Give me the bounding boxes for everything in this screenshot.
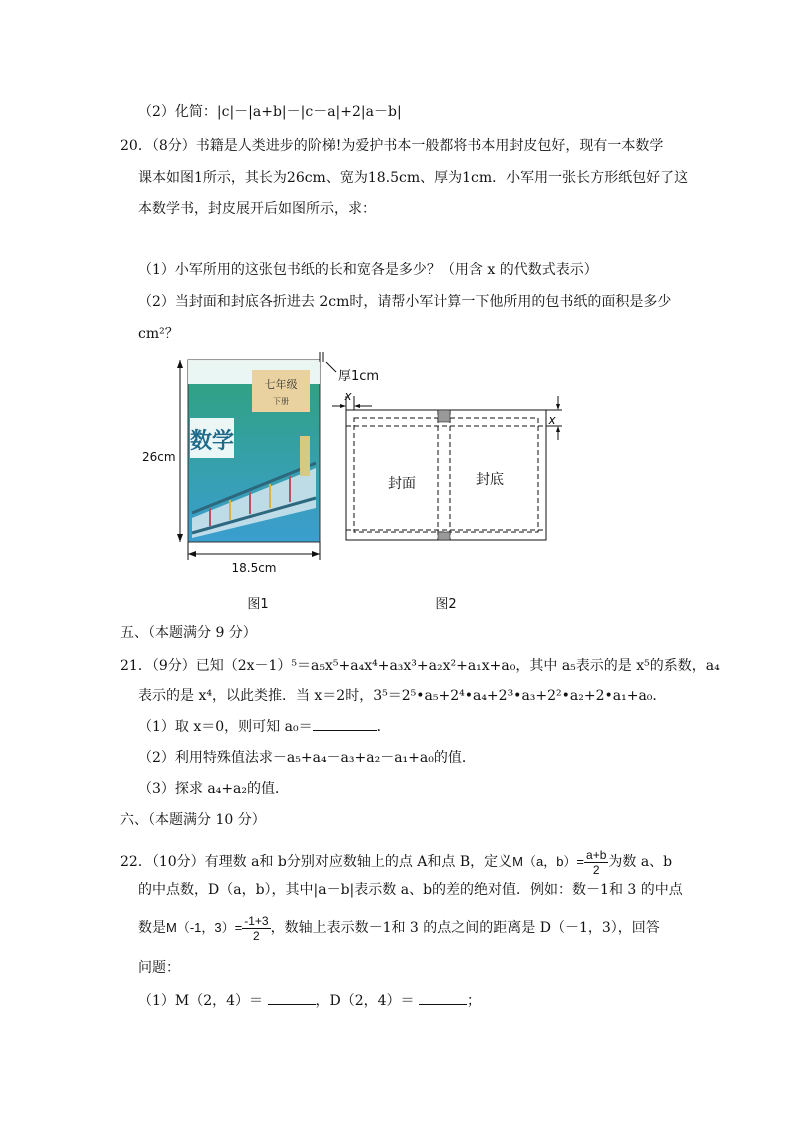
q20-line1: 20．（8分）书籍是人类进步的阶梯!为爱护书本一般都将书本用封皮包好，现有一本数学 [120, 138, 664, 154]
x-label-left: x [344, 389, 352, 403]
front-cover-label: 封面 [388, 476, 416, 492]
q22-line3-start: 数是 [138, 920, 166, 936]
q22-part1 [138, 990, 481, 1011]
spine-cut-top [438, 410, 450, 422]
thickness-label: 厚1cm [338, 369, 380, 384]
height-label: 26cm [142, 450, 176, 464]
q22-line3 [138, 910, 660, 946]
q21-part1 [138, 716, 391, 737]
q20-part2a: （2）当封面和封底各折进去 2cm时，请帮小军计算一下他所用的包书纸的面积是多少 [138, 294, 672, 310]
q22-line1 [120, 844, 672, 880]
spine-cut-bottom [438, 532, 450, 540]
q22-line1-end: 为数 a、b [608, 854, 673, 870]
width-label: 18.5cm [231, 561, 277, 575]
q20-part1: （1）小军所用的这张包书纸的长和宽各是多少？（用含 x 的代数式表示） [138, 262, 598, 278]
section-5-heading: 五、（本题满分 9 分） [120, 625, 257, 641]
q20-line2: 课本如图1所示，其长为26cm、宽为18.5cm、厚为1cm．小军用一张长方形纸包好了这 [138, 170, 689, 186]
q22-line4: 问题： [138, 960, 180, 976]
q22-m-definition: M（a，b）= [512, 854, 585, 869]
volume-label: 下册 [273, 397, 289, 406]
q20-line3: 本数学书，封皮展开后如图所示，求： [138, 201, 376, 217]
q21-line1: 21．（9分）已知（2x－1）⁵＝a₅x⁵+a₄x⁴+a₃x³+a₂x²+a₁x+a₀，其中 a₅表示的是 x⁵的系数，a₄ [120, 658, 720, 674]
figure-2 [330, 386, 580, 618]
thickness-arrow [326, 362, 336, 372]
grade-label: 七年级 [264, 378, 298, 391]
q22-part1-end: ； [467, 993, 482, 1009]
wrapping-paper [346, 410, 546, 540]
q22-line3-end: ，数轴上表示数－1和 3 的点之间的距离是 D（－1，3），回答 [270, 920, 660, 936]
q21-part1-end: ． [376, 719, 391, 735]
q22-fraction-1 [584, 848, 608, 877]
q22-d-answer-blank[interactable] [419, 990, 467, 1005]
q21-line2: 表示的是 x⁴，以此类推．当 x＝2时，3⁵＝2⁵•a₅+2⁴•a₄+2³•a₃+2²•a₂+2•a₁+a₀． [138, 688, 667, 704]
figure-2-caption: 图2 [435, 597, 457, 612]
q22-fraction-1-den: 2 [592, 862, 600, 877]
section-6-heading: 六、（本题满分 10 分） [120, 812, 266, 828]
q22-fraction-2-num: -1+3 [244, 913, 269, 928]
q21-answer-blank[interactable] [313, 716, 377, 731]
fold-inner-box [354, 418, 538, 532]
q20-part2b: cm²？ [138, 326, 179, 342]
book-title: 数学 [189, 429, 235, 454]
q22-fraction-2 [242, 914, 270, 943]
q22-line1-text: 22．（10分）有理数 a和 b分别对应数轴上的点 A和点 B，定义 [120, 854, 513, 870]
x-label-right: x [548, 413, 556, 427]
q22-part1-m: （1）M（2，4）＝ [138, 993, 264, 1009]
q21-part3: （3）探求 a₄+a₂的值． [138, 781, 290, 797]
q22-fraction-1-num: a+b [586, 847, 607, 862]
q22-m-answer-blank[interactable] [268, 990, 316, 1005]
back-cover-label: 封底 [476, 472, 504, 488]
q22-line2: 的中点数，D（a，b），其中|a－b|表示数 a、b的差的绝对值．例如：数－1和 3 的中点 [138, 882, 683, 898]
q22-m-example: M（-1，3）= [166, 920, 243, 935]
figure-1-caption: 图1 [247, 597, 269, 612]
q21-part2: （2）利用特殊值法求－a₅+a₄－a₃+a₂－a₁+a₀的值． [138, 750, 476, 766]
q19-part2: （2）化简：|c|－|a+b|－|c－a|+2|a－b| [138, 104, 402, 120]
q21-part1-text: （1）取 x＝0，则可知 a₀＝ [138, 719, 313, 735]
q22-fraction-2-den: 2 [253, 928, 260, 943]
q22-part1-d: ，D（2，4）＝ [315, 993, 415, 1009]
